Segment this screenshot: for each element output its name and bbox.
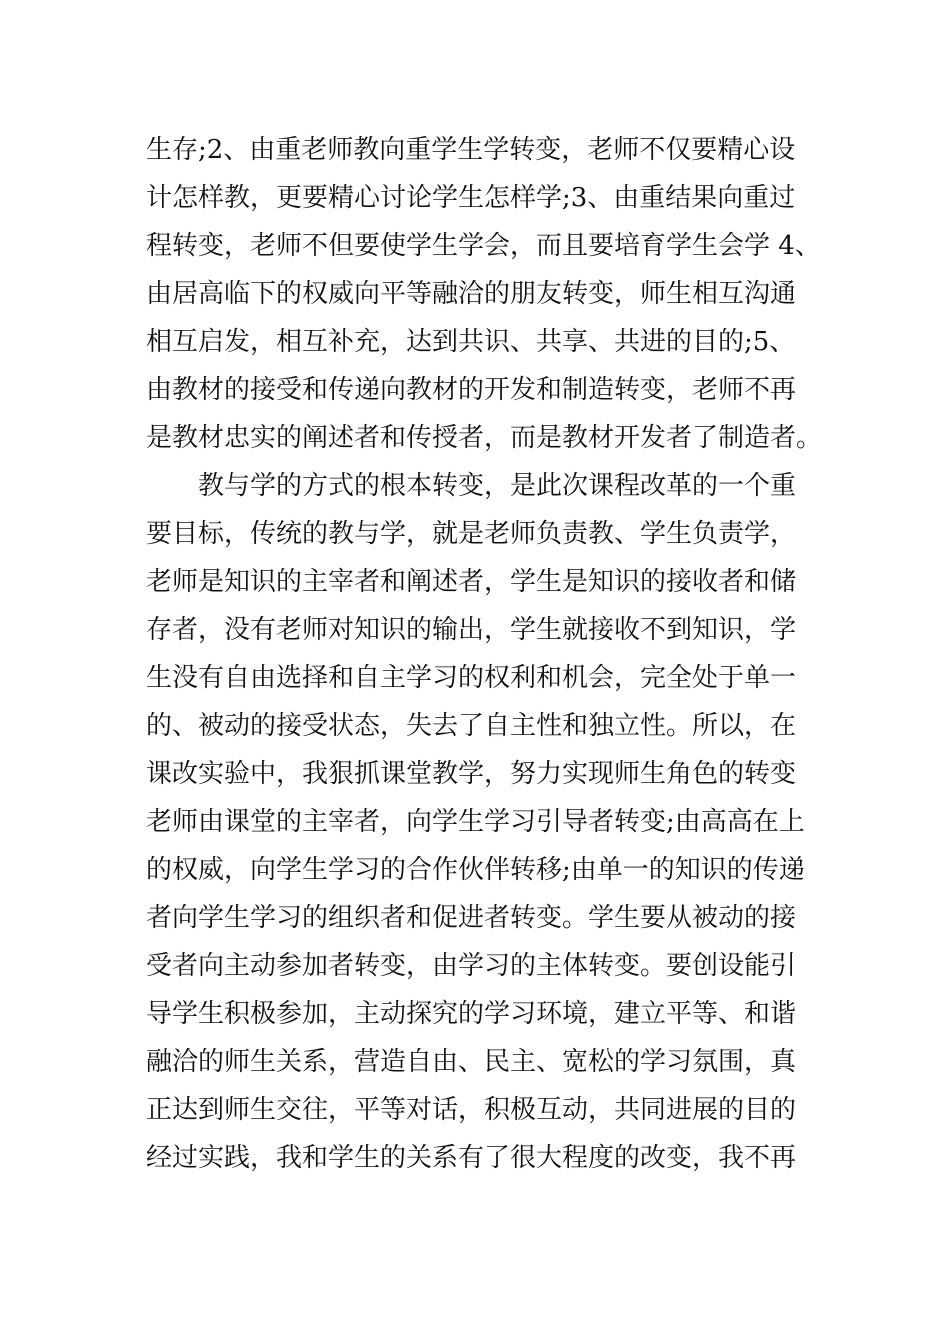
text-line: 受者向主动参加者转变，由学习的主体转变。要创设能引 [146, 951, 797, 981]
text-line: 的、被动的接受状态，失去了自主性和独立性。所以，在 [146, 711, 797, 741]
text-line: 老师是知识的主宰者和阐述者，学生是知识的接收者和储 [146, 567, 797, 597]
text-line: 相互启发，相互补充，达到共识、共享、共进的目的;5、 [146, 327, 796, 357]
text-line: 经过实践，我和学生的关系有了很大程度的改变，我不再 [146, 1143, 797, 1173]
text-line: 导学生积极参加，主动探究的学习环境，建立平等、和谐 [146, 999, 797, 1029]
text-line: 老师由课堂的主宰者，向学生学习引导者转变;由高高在上 [146, 807, 805, 837]
text-line: 者向学生学习的组织者和促进者转变。学生要从被动的接 [146, 903, 797, 933]
text-line: 生存;2、由重老师教向重学生学转变，老师不仅要精心设 [146, 135, 796, 165]
text-line: 课改实验中，我狠抓课堂教学，努力实现师生角色的转变 [146, 759, 797, 789]
text-line: 融洽的师生关系，营造自由、民主、宽松的学习氛围，真 [146, 1047, 797, 1077]
text-line: 由居高临下的权威向平等融洽的朋友转变，师生相互沟通 [146, 279, 797, 309]
text-line: 是教材忠实的阐述者和传授者，而是教材开发者了制造者。 [146, 423, 823, 453]
text-line: 要目标，传统的教与学，就是老师负责教、学生负责学， [146, 519, 797, 549]
text-line: 存者，没有老师对知识的输出，学生就接收不到知识，学 [146, 615, 797, 645]
text-line: 的权威，向学生学习的合作伙伴转移;由单一的知识的传递 [146, 855, 805, 885]
text-line: 计怎样教，更要精心讨论学生怎样学;3、由重结果向重过 [146, 183, 796, 213]
text-line: 程转变，老师不但要使学生学会，而且要培育学生会学 4、 [146, 231, 821, 261]
text-line: 生没有自由选择和自主学习的权利和机会，完全处于单一 [146, 663, 797, 693]
text-line: 由教材的接受和传递向教材的开发和制造转变，老师不再 [146, 375, 797, 405]
text-line: 正达到师生交往，平等对话，积极互动，共同进展的目的 [146, 1095, 797, 1125]
paragraph-first-line: 教与学的方式的根本转变，是此次课程改革的一个重 [198, 471, 797, 501]
